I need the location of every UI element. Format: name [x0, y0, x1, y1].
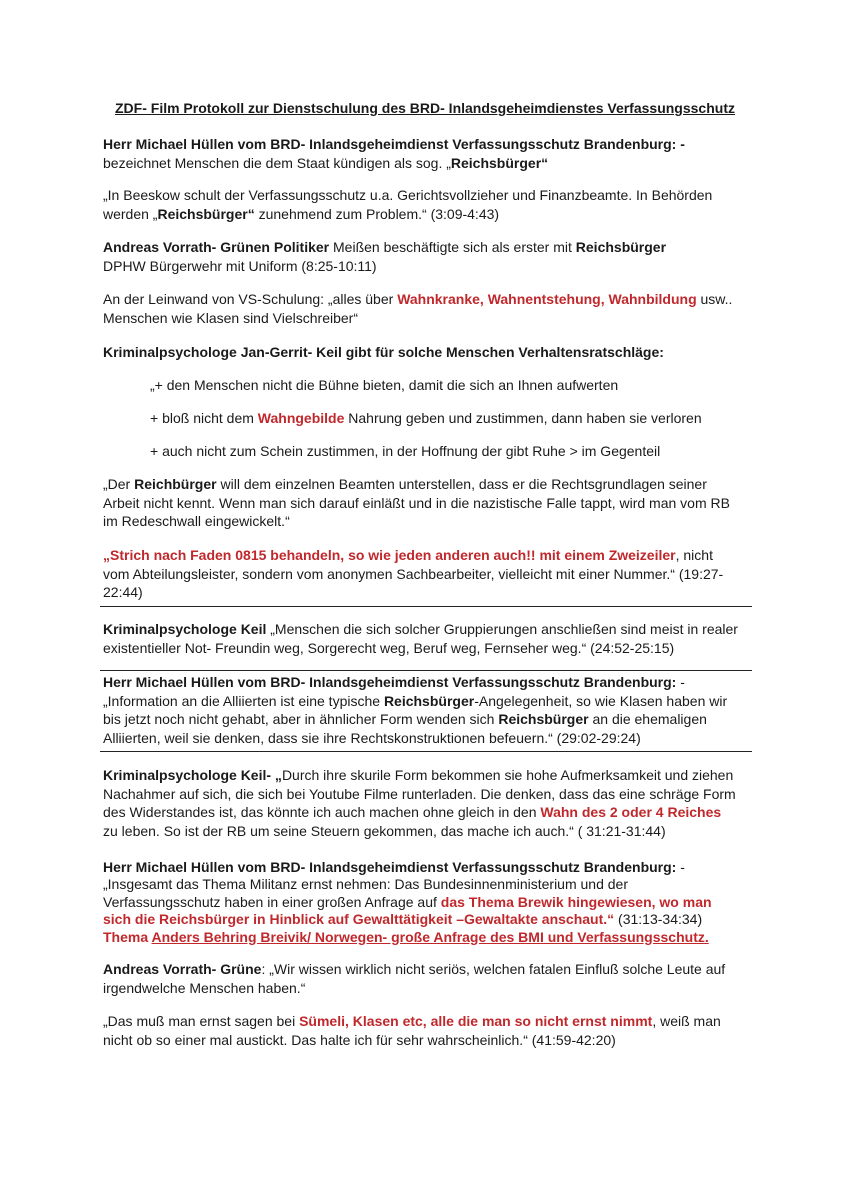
paragraph-vorrath-intro: Andreas Vorrath- Grünen Politiker Meißen beschäftigte sich als erster mit Reichsbürger DPHW Bürgerwehr mit Uniform (8:25-10:11)	[103, 239, 667, 274]
divider	[100, 751, 752, 752]
highlight-brewik: das Thema Brewik hingewiesen, wo man	[440, 893, 712, 910]
speaker-huellen: Herr Michael Hüllen vom BRD- Inlandsgeheimdienst Verfassungsschutz Brandenburg:	[103, 859, 677, 875]
speaker-huellen: Herr Michael Hüllen vom BRD- Inlandsgeheimdienst Verfassungsschutz Brandenburg: -	[103, 136, 685, 152]
paragraph-huellen-intro: Herr Michael Hüllen vom BRD- Inlandsgeheimdienst Verfassungsschutz Brandenburg: - bezeichnet Menschen die dem Staat kündigen als sog. „Reichsbürger“	[103, 136, 685, 171]
highlight-wahngebilde: Wahngebilde	[257, 410, 345, 426]
speaker-keil: Kriminalpsychologe Keil- „	[103, 767, 282, 783]
advice-item-1: „+ den Menschen nicht die Bühne bieten, damit die sich an Ihnen aufwerten	[150, 377, 619, 393]
speaker-vorrath: Andreas Vorrath- Grüne	[103, 961, 262, 977]
advice-item-2: + bloß nicht dem Wahngebilde Nahrung geben und zustimmen, dann haben sie verloren	[150, 410, 702, 426]
highlight-breivik: Anders Behring Breivik/ Norwegen- große Anfrage des BMI und Verfassungsschutz.	[151, 928, 709, 945]
divider	[100, 606, 752, 607]
paragraph-beeskow: „In Beeskow schult der Verfassungsschutz u.a. Gerichtsvollzieher und Finanzbeamte. In Behörden werden „Reichsbürger“ zunehmend zum Problem.“ (3:09-4:43)	[103, 187, 713, 222]
paragraph-leinwand: An der Leinwand von VS-Schulung: „alles über Wahnkranke, Wahnentstehung, Wahnbildung usw.. Menschen wie Klasen sind Vielschreiber“	[103, 291, 733, 326]
document-title: ZDF- Film Protokoll zur Dienstschulung des BRD- Inlandsgeheimdienstes Verfassungsschutz	[115, 100, 735, 116]
advice-item-3: + auch nicht zum Schein zustimmen, in der Hoffnung der gibt Ruhe > im Gegenteil	[150, 443, 661, 459]
paragraph-vorrath-einfluss: Andreas Vorrath- Grüne: „Wir wissen wirklich nicht seriös, welchen fatalen Einfluß solche Leute auf irgendwelche Menschen haben.“	[103, 961, 726, 996]
speaker-keil: Kriminalpsychologe Keil	[103, 621, 267, 637]
paragraph-suemeli: „Das muß man ernst sagen bei Sümeli, Klasen etc, alle die man so nicht ernst nimmt, weiß man nicht ob so einer mal austickt. Das halte ich für sehr wahrscheinlich.“ (41:59-42:20)	[103, 1013, 721, 1048]
paragraph-strich-nach-faden: „Strich nach Faden 0815 behandeln, so wie jeden anderen auch!! mit einem Zweizeiler, nicht vom Abteilungsleister, sondern vom anonymen Sachbearbeiter, vielleicht mit einer Nummer.“ (19:27- 22:44)	[103, 547, 724, 601]
highlight-gewalt: sich die Reichsbürger in Hinblick auf Gewalttätigkeit –Gewaltakte anschaut.“	[103, 911, 615, 928]
highlight-zweizeiler: „Strich nach Faden 0815 behandeln, so wie jeden anderen auch!! mit einem Zweizeiler	[103, 547, 676, 563]
heading-keil-advice: Kriminalpsychologe Jan-Gerrit- Keil gibt für solche Menschen Verhaltensratschläge:	[103, 344, 664, 360]
divider	[100, 670, 752, 671]
speaker-vorrath: Andreas Vorrath- Grünen Politiker	[103, 239, 330, 255]
paragraph-huellen-alliierte: Herr Michael Hüllen vom BRD- Inlandsgeheimdienst Verfassungsschutz Brandenburg: - „Information an die Alliierten ist eine typische Reichsbürger-Angelegenheit, so wie Klasen haben wir bis jetzt noch nicht gehabt, aber in ähnlicher Form wenden sich Reichsbürger an die ehemaligen Alliierten, weil sie denken, dass sie ihre Rechtskonstruktionen befeuern.“ (29:02-29:24)	[103, 674, 728, 746]
highlight-suemeli: Sümeli, Klasen etc, alle die man so nicht ernst nimmt	[299, 1013, 653, 1029]
highlight-wahn: Wahnkranke, Wahnentstehung, Wahnbildung	[397, 291, 697, 307]
speaker-huellen: Herr Michael Hüllen vom BRD- Inlandsgeheimdienst Verfassungsschutz Brandenburg:	[103, 674, 677, 690]
paragraph-reichbuerger: „Der Reichbürger will dem einzelnen Beamten unterstellen, dass er die Rechtsgrundlagen seiner Arbeit nicht kennt. Wenn man sich darauf einläßt und in die nazistische Falle tappt, wird man vom RB im Redeschwall eingewickelt.“	[103, 476, 730, 530]
paragraph-huellen-militanz: Herr Michael Hüllen vom BRD- Inlandsgeheimdienst Verfassungsschutz Brandenburg: - „Insgesamt das Thema Militanz ernst nehmen: Das Bundesinnenministerium und der Verfassungsschutz haben in einer großen Anfrage auf das Thema Brewik hingewiesen, wo man sich die Reichsbürger in Hinblick auf Gewalttätigkeit –Gewaltakte anschaut.“ (31:13-34:34) Thema Anders Behring Breivik/ Norwegen- große Anfrage des BMI und Verfassungsschutz.	[103, 859, 712, 945]
paragraph-keil-not: Kriminalpsychologe Keil „Menschen die sich solcher Gruppierungen anschließen sind meist in realer existentieller Not- Freundin weg, Sorgerecht weg, Beruf weg, Fernseher weg.“ (24:52-25:15)	[103, 621, 738, 656]
highlight-wahn-reich: Wahn des 2 oder 4 Reiches	[540, 804, 722, 821]
paragraph-keil-nachahmer: Kriminalpsychologe Keil- „Durch ihre skurile Form bekommen sie hohe Aufmerksamkeit und ziehen Nachahmer auf sich, die sich bei Youtube Filme runterladen. Die denken, dass das eine schräge Form des Widerstandes ist, das könnte ich auch machen ohne gleich in den Wahn des 2 oder 4 Reiches zu leben. So ist der RB um seine Steuern gekommen, das mache ich auch.“ ( 31:21-31:44)	[103, 767, 736, 839]
